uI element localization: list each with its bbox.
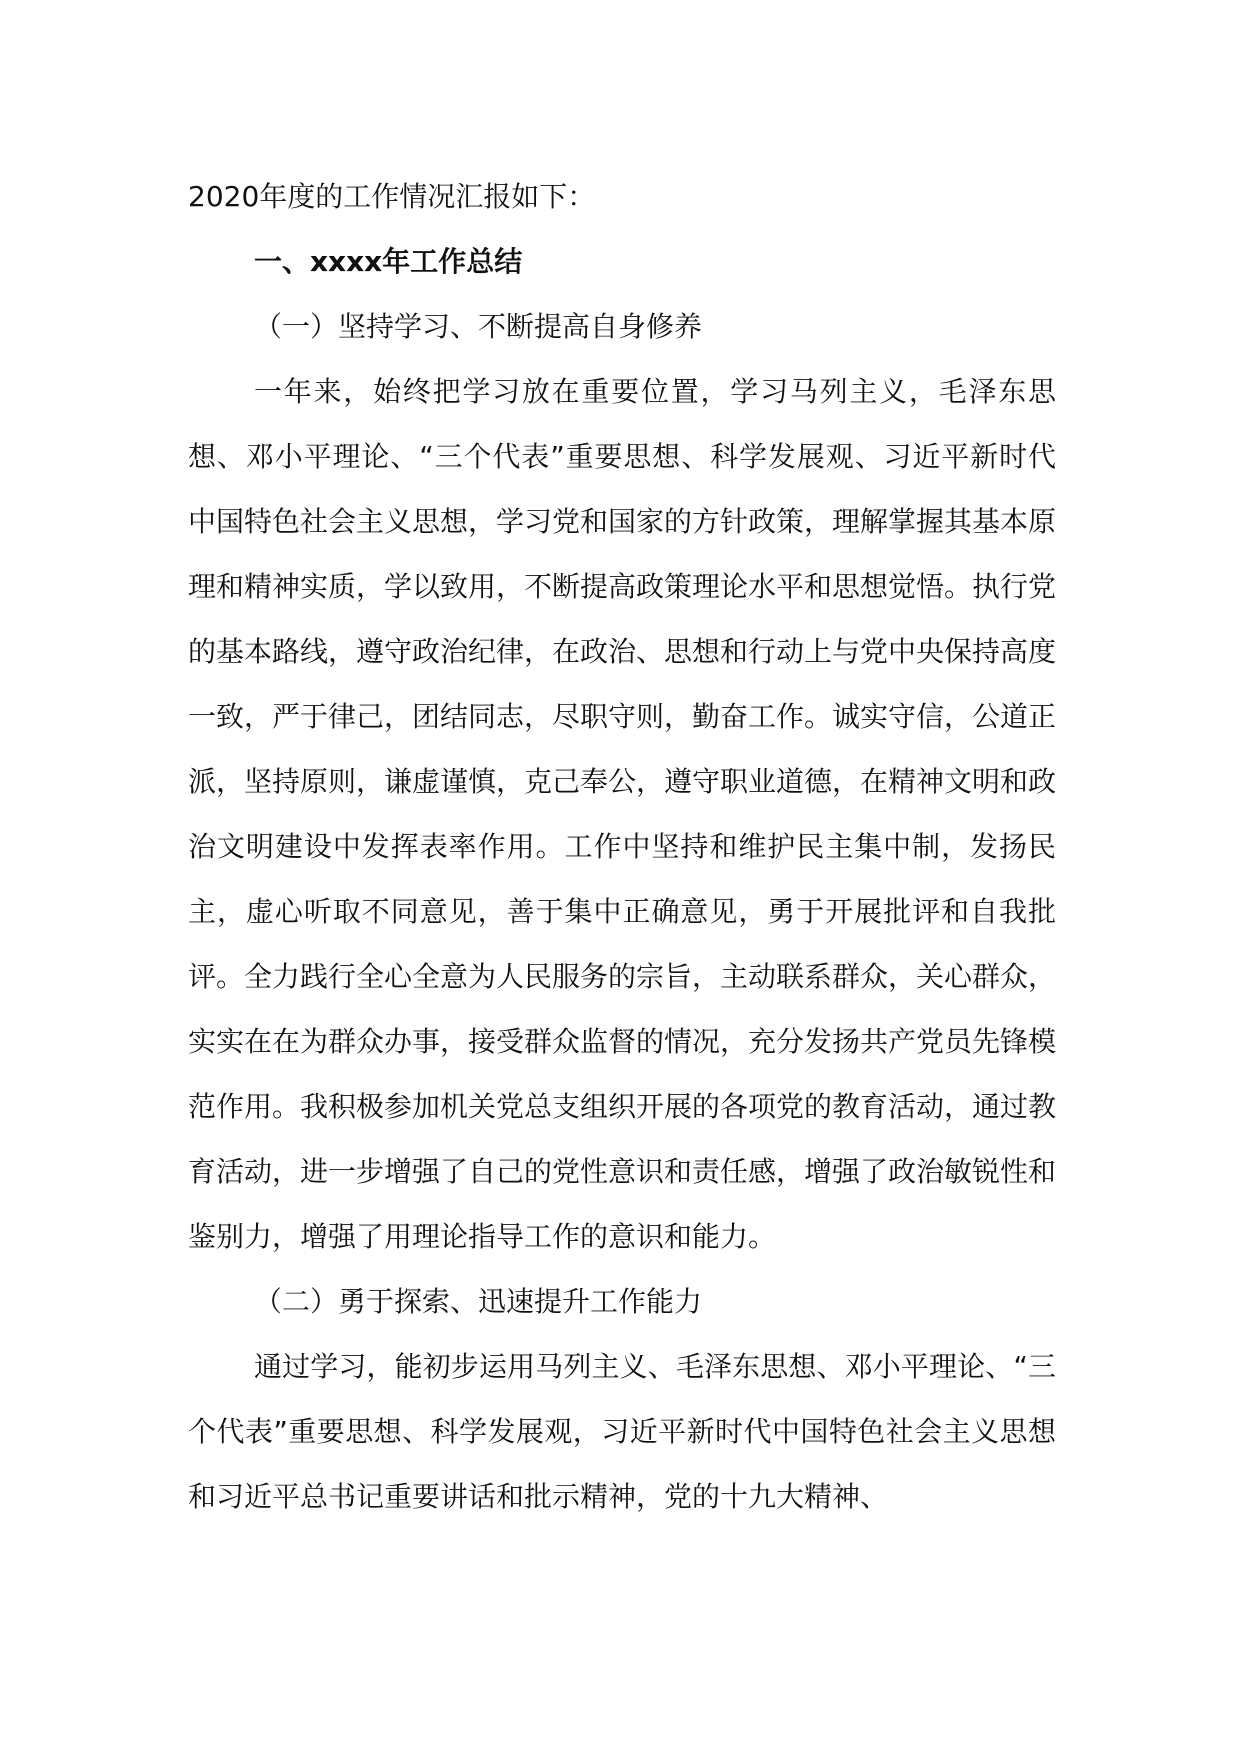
paragraph-1: 一年来，始终把学习放在重要位置，学习马列主义，毛泽东思想、邓小平理论、“三个代表”重要思想、科学发展观、习近平新时代中国特色社会主义思想，学习党和国家的方针政策，理解掌握其基本原理和精神实质，学以致用，不断提高政策理论水平和思想觉悟。执行党的基本路线，遵守政治纪律，在政治、思想和行动上与党中央保持高度一致，严于律己，团结同志，尽职守则，勤奋工作。诚实守信，公道正派，坚持原则，谦虚谨慎，克己奉公，遵守职业道德，在精神文明和政治文明建设中发挥表率作用。工作中坚持和维护民主集中制，发扬民主，虚心听取不同意见，善于集中正确意见，勇于开展批评和自我批评。全力践行全心全意为人民服务的宗旨，主动联系群众，关心群众，实实在在为群众办事，接受群众监督的情况，充分发扬共产党员先锋模范作用。我积极参加机关党总支组织开展的各项党的教育活动，通过教育活动，进一步增强了自己的党性意识和责任感，增强了政治敏锐性和鉴别力，增强了用理论指导工作的意识和能力。 — [188, 375, 1057, 1253]
section-heading: 一、xxxx年工作总结 — [254, 245, 523, 278]
subsection-heading-1: （一）坚持学习、不断提高自身修养 — [254, 310, 703, 343]
subsection-heading-2: （二）勇于探索、迅速提升工作能力 — [254, 1285, 703, 1318]
document-page — [188, 164, 1056, 1529]
intro-line: 2020年度的工作情况汇报如下： — [188, 180, 596, 213]
paragraph-2: 通过学习，能初步运用马列主义、毛泽东思想、邓小平理论、“三个代表”重要思想、科学发展观，习近平新时代中国特色社会主义思想和习近平总书记重要讲话和批示精神，党的十九大精神、 — [188, 1350, 1056, 1513]
